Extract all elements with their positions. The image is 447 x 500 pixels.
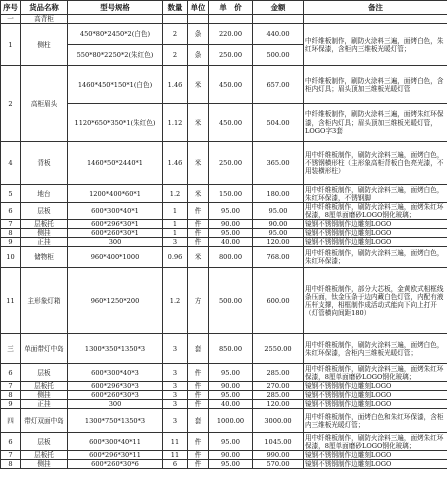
cell-seq: 一 xyxy=(1,15,21,24)
cell-spec: 600*260*30*6 xyxy=(68,460,163,469)
cell-seq: 6 xyxy=(1,433,21,451)
cell-spec: 1460*50*2440*1 xyxy=(68,142,163,185)
cell-qty xyxy=(163,15,188,24)
cell-seq: 四 xyxy=(1,409,21,433)
cell-price: 95.00 xyxy=(209,433,253,451)
cell-spec: 600*296*30*3 xyxy=(68,382,163,391)
cell-seq: 6 xyxy=(1,203,21,220)
cell-name: 侧挂 xyxy=(21,391,68,400)
cell-price: 40.00 xyxy=(209,238,253,247)
cell-unit: 件 xyxy=(188,433,209,451)
cell-seq: 6 xyxy=(1,364,21,382)
cell-note: 用中纤维板制作，刷防火涂料三遍，面烤白色，朱红环保漆，不锈钢脚 xyxy=(304,185,447,203)
header-name: 货品名称 xyxy=(21,1,68,15)
cell-name: 正挂 xyxy=(21,238,68,247)
cell-name: 层板托 xyxy=(21,382,68,391)
cell-price: 150.00 xyxy=(209,185,253,203)
cell-seq: 7 xyxy=(1,220,21,229)
cell-seq: 8 xyxy=(1,460,21,469)
cell-name: 高柜眉头 xyxy=(21,66,68,142)
table-row xyxy=(1,24,447,45)
cell-note: 镜钢不锈钢制作边雕刻LOGO xyxy=(304,400,447,409)
cell-unit: 米 xyxy=(188,185,209,203)
cell-amount: 180.00 xyxy=(253,185,304,203)
cell-note xyxy=(304,15,447,24)
cell-spec: 600*260*30*1 xyxy=(68,229,163,238)
cell-name: 层板托 xyxy=(21,220,68,229)
cell-unit: 件 xyxy=(188,460,209,469)
table-row xyxy=(1,203,447,220)
table-row xyxy=(1,433,447,451)
cell-qty: 11 xyxy=(163,433,188,451)
cell-name: 单面带灯中岛 xyxy=(21,334,68,364)
cell-spec: 600*296*30*1 xyxy=(68,220,163,229)
cell-qty: 1 xyxy=(163,229,188,238)
cell-qty: 1.2 xyxy=(163,268,188,334)
cell-qty: 3 xyxy=(163,391,188,400)
table-row xyxy=(1,15,447,24)
cell-qty: 1.12 xyxy=(163,104,188,142)
cell-unit: 件 xyxy=(188,220,209,229)
cell-name: 侧挂 xyxy=(21,229,68,238)
cell-qty: 1 xyxy=(163,220,188,229)
cell-amount: 990.00 xyxy=(253,451,304,460)
cell-spec: 1460*450*150*1(白色) xyxy=(68,66,163,104)
cell-price: 95.00 xyxy=(209,460,253,469)
cell-unit xyxy=(188,15,209,24)
cell-unit: 件 xyxy=(188,238,209,247)
table-row xyxy=(1,451,447,460)
cell-unit: 件 xyxy=(188,229,209,238)
cell-amount: 285.00 xyxy=(253,391,304,400)
table-row xyxy=(1,460,447,469)
cell-amount: 270.00 xyxy=(253,382,304,391)
cell-amount: 285.00 xyxy=(253,364,304,382)
cell-unit: 条 xyxy=(188,45,209,66)
header-unit: 单位 xyxy=(188,1,209,15)
cell-note: 镜钢不锈钢制作边雕刻LOGO xyxy=(304,382,447,391)
cell-amount xyxy=(253,15,304,24)
cell-name: 背板 xyxy=(21,142,68,185)
cell-amount: 504.00 xyxy=(253,104,304,142)
cell-note: 中纤维板制作，刷防火涂料三遍，面烤朱红环保漆，含柜内灯具；眉头顶加三维板光暖灯管，LOGO字3套 xyxy=(304,104,447,142)
cell-unit: 米 xyxy=(188,247,209,268)
cell-qty: 6 xyxy=(163,460,188,469)
cell-qty: 1 xyxy=(163,203,188,220)
cell-note: 镜钢不锈钢制作边雕刻LOGO xyxy=(304,229,447,238)
cell-unit: 件 xyxy=(188,382,209,391)
cell-name: 带灯双面中岛 xyxy=(21,409,68,433)
cell-price: 90.00 xyxy=(209,220,253,229)
cell-price: 40.00 xyxy=(209,400,253,409)
cell-note: 用中纤维板制作，刷防火涂料三遍，面烤朱红环保漆，8厘单面磨砂LOGO钢化玻璃； xyxy=(304,364,447,382)
cell-qty: 3 xyxy=(163,400,188,409)
cell-spec: 550*80*2250*2(朱红色) xyxy=(68,45,163,66)
cell-name: 层板 xyxy=(21,203,68,220)
cell-name: 地台 xyxy=(21,185,68,203)
cell-seq: 4 xyxy=(1,142,21,185)
cell-spec: 600*260*30*3 xyxy=(68,391,163,400)
cell-spec xyxy=(68,15,163,24)
cell-price: 850.00 xyxy=(209,334,253,364)
cell-unit: 件 xyxy=(188,391,209,400)
header-amount: 金额 xyxy=(253,1,304,15)
cell-spec: 1300*750*1350*3 xyxy=(68,409,163,433)
cell-price: 90.00 xyxy=(209,382,253,391)
cell-qty: 3 xyxy=(163,364,188,382)
cell-qty: 3 xyxy=(163,334,188,364)
cell-unit: 方 xyxy=(188,268,209,334)
table-row xyxy=(1,409,447,433)
cell-price: 500.00 xyxy=(209,268,253,334)
cell-qty: 1.2 xyxy=(163,185,188,203)
cell-spec: 600*296*30*11 xyxy=(68,451,163,460)
cell-seq: 2 xyxy=(1,66,21,142)
cell-seq: 11 xyxy=(1,268,21,334)
cell-note: 镜钢不锈钢制作边雕刻LOGO xyxy=(304,460,447,469)
cell-price: 95.00 xyxy=(209,229,253,238)
cell-seq: 三 xyxy=(1,334,21,364)
cell-amount: 365.00 xyxy=(253,142,304,185)
header-row xyxy=(1,1,447,15)
cell-qty: 3 xyxy=(163,409,188,433)
cell-price: 95.00 xyxy=(209,203,253,220)
cell-amount: 2550.00 xyxy=(253,334,304,364)
cell-qty: 3 xyxy=(163,238,188,247)
table-row xyxy=(1,247,447,268)
cell-price xyxy=(209,15,253,24)
cell-price: 450.00 xyxy=(209,66,253,104)
cell-price: 95.00 xyxy=(209,391,253,400)
cell-amount: 90.00 xyxy=(253,220,304,229)
cell-amount: 768.00 xyxy=(253,247,304,268)
cell-name: 层板托 xyxy=(21,451,68,460)
cell-seq: 8 xyxy=(1,391,21,400)
cell-amount: 120.00 xyxy=(253,238,304,247)
cell-price: 1000.00 xyxy=(209,409,253,433)
cell-amount: 1045.00 xyxy=(253,433,304,451)
cell-price: 450.00 xyxy=(209,104,253,142)
cell-seq: 7 xyxy=(1,382,21,391)
cell-seq: 10 xyxy=(1,247,21,268)
cell-name: 正挂 xyxy=(21,400,68,409)
cell-price: 220.00 xyxy=(209,24,253,45)
table-row xyxy=(1,391,447,400)
cell-unit: 件 xyxy=(188,451,209,460)
cell-amount: 3000.00 xyxy=(253,409,304,433)
cell-name: 侧挂 xyxy=(21,460,68,469)
cell-spec: 600*300*40*1 xyxy=(68,203,163,220)
header-note: 备注 xyxy=(304,1,447,15)
cell-spec: 1120*650*350*1(朱红色) xyxy=(68,104,163,142)
cell-seq: 9 xyxy=(1,400,21,409)
cell-unit: 米 xyxy=(188,104,209,142)
cell-unit: 套 xyxy=(188,334,209,364)
cell-spec: 300 xyxy=(68,400,163,409)
cell-spec: 300 xyxy=(68,238,163,247)
cell-name: 层板 xyxy=(21,364,68,382)
cell-note: 用中纤维板制作，刷防火涂料三遍，面烤白色，朱红环保漆； xyxy=(304,247,447,268)
cell-amount: 500.00 xyxy=(253,45,304,66)
cell-note: 用中纤维板制作，刷防火涂料三遍，面烤白色，不锈钢横形柱（主形象高柜背板白色亮光漆，不用装横形柱） xyxy=(304,142,447,185)
cell-amount: 657.00 xyxy=(253,66,304,104)
cell-amount: 440.00 xyxy=(253,24,304,45)
table-row xyxy=(1,382,447,391)
cell-unit: 件 xyxy=(188,364,209,382)
cell-price: 95.00 xyxy=(209,364,253,382)
cell-note: 用中纤维板制作，面烤白色和朱红环保漆，含柜内三维板光暖灯管； xyxy=(304,409,447,433)
cell-qty: 11 xyxy=(163,451,188,460)
cell-seq: 8 xyxy=(1,229,21,238)
table-row xyxy=(1,238,447,247)
cell-spec: 600*300*40*3 xyxy=(68,364,163,382)
header-spec: 型号规格 xyxy=(68,1,163,15)
cell-qty: 2 xyxy=(163,24,188,45)
table-row xyxy=(1,142,447,185)
cell-note: 用中纤维板制作，刷防火涂料三遍，面烤朱红环保漆，8厘单面磨砂LOGO钢化玻璃； xyxy=(304,203,447,220)
cell-qty: 3 xyxy=(163,382,188,391)
cell-seq: 9 xyxy=(1,238,21,247)
cell-note: 镜钢不锈钢制作边雕刻LOGO xyxy=(304,220,447,229)
cell-seq: 7 xyxy=(1,451,21,460)
cell-price: 800.00 xyxy=(209,247,253,268)
header-qty: 数量 xyxy=(163,1,188,15)
table-row xyxy=(1,334,447,364)
cell-unit: 条 xyxy=(188,24,209,45)
cell-spec: 960*1250*200 xyxy=(68,268,163,334)
table-row xyxy=(1,185,447,203)
cell-name: 主形象灯箱 xyxy=(21,268,68,334)
cell-name: 储物柜 xyxy=(21,247,68,268)
cell-unit: 件 xyxy=(188,400,209,409)
cell-spec: 1300*350*1350*3 xyxy=(68,334,163,364)
cell-price: 250.00 xyxy=(209,45,253,66)
cell-note: 用中纤维板制作，刷防火涂料三遍，面烤朱红环保漆，8厘单面磨砂LOGO钢化玻璃； xyxy=(304,433,447,451)
cell-unit: 米 xyxy=(188,142,209,185)
cell-note: 镜钢不锈钢制作边雕刻LOGO xyxy=(304,238,447,247)
table-row xyxy=(1,229,447,238)
cell-unit: 套 xyxy=(188,409,209,433)
cell-amount: 95.00 xyxy=(253,229,304,238)
cell-unit: 件 xyxy=(188,203,209,220)
cell-note: 中纤维板制作，刷防火涂料三遍，面烤白色，含柜内灯具；眉头顶加三维板光暖灯管 xyxy=(304,66,447,104)
cell-amount: 95.00 xyxy=(253,203,304,220)
cell-note: 用中纤维板制作，刷防火涂料三遍，面烤白色，朱红环保漆，含柜内三维板光暖灯管； xyxy=(304,334,447,364)
cell-amount: 120.00 xyxy=(253,400,304,409)
cell-name: 侧柱 xyxy=(21,24,68,66)
cell-spec: 1200*400*60*1 xyxy=(68,185,163,203)
header-price: 单 价 xyxy=(209,1,253,15)
cell-spec: 600*300*40*11 xyxy=(68,433,163,451)
cell-price: 90.00 xyxy=(209,451,253,460)
table-row xyxy=(1,364,447,382)
table-row xyxy=(1,104,447,142)
cell-qty: 2 xyxy=(163,45,188,66)
cell-amount: 600.00 xyxy=(253,268,304,334)
cell-unit: 米 xyxy=(188,66,209,104)
cell-note: 用中纤维板制作，部分大芯板，金黄欧式相框线条压面，钛金压条于边内藏白色灯管，内配有液压杆支撑，相框制作成活动式能向下向上打开（灯管横向间距180） xyxy=(304,268,447,334)
cell-note: 镜钢不锈钢制作边雕刻LOGO xyxy=(304,451,447,460)
cell-amount: 570.00 xyxy=(253,460,304,469)
table-row xyxy=(1,400,447,409)
cell-note: 中纤维板制作，刷防火涂料三遍，面烤白色，朱红环保漆，含柜内三维板光暖灯管； xyxy=(304,24,447,66)
cell-name: 层板 xyxy=(21,433,68,451)
cell-qty: 1.46 xyxy=(163,66,188,104)
cell-qty: 1.46 xyxy=(163,142,188,185)
table-row xyxy=(1,66,447,104)
cell-spec: 450*80*2450*2(白色) xyxy=(68,24,163,45)
header-seq: 序号 xyxy=(1,1,21,15)
table-row xyxy=(1,220,447,229)
cell-note: 镜钢不锈钢制作边雕刻LOGO xyxy=(304,391,447,400)
cell-qty: 0.96 xyxy=(163,247,188,268)
cell-spec: 960*400*1000 xyxy=(68,247,163,268)
table-body xyxy=(1,15,447,469)
table-row xyxy=(1,268,447,334)
cell-name: 高背柜 xyxy=(21,15,68,24)
cell-seq: 1 xyxy=(1,24,21,66)
cell-price: 250.00 xyxy=(209,142,253,185)
cell-seq: 5 xyxy=(1,185,21,203)
